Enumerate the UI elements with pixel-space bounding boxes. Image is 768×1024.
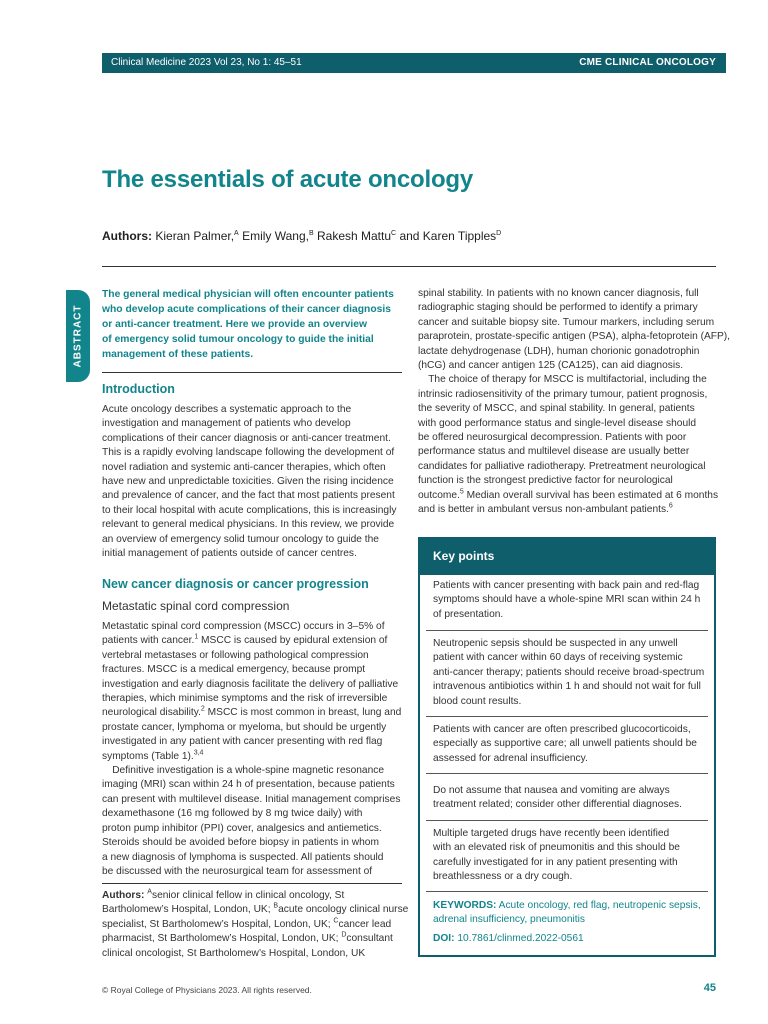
body-line: therapies, which minimise symptoms and the risk of irreversible — [102, 693, 388, 705]
body-line: relevant to general medical physicians. In this review, we provide — [102, 519, 395, 531]
author-name: Kieran Palmer, — [155, 229, 235, 243]
abstract-line: who develop acute complications of their cancer diagnosis — [102, 304, 391, 315]
authors-label: Authors: — [102, 229, 152, 243]
doi — [433, 932, 708, 946]
body-line: and prevalence of cancer, and the fact that most patients present — [102, 490, 395, 502]
author-affiliation-mark: D — [496, 230, 502, 237]
body-line: novel radiation and systemic anti-cancer therapies, which often — [102, 461, 386, 473]
mscc-text — [102, 620, 407, 879]
abstract-tab — [66, 290, 90, 382]
abstract-text — [102, 287, 402, 362]
body-line: patients with cancer.$^1$ MSCC is caused by epidural extension of — [102, 634, 388, 647]
body-line: imaging (MRI) scan within 24 h of presentation, because patients — [102, 779, 395, 791]
body-line: dexamethasone (16 mg followed by 8 mg twice daily) with — [102, 808, 363, 820]
body-line: cancer and suitable biopsy site. Tumour markers, including serum — [418, 316, 715, 328]
title-divider — [102, 266, 716, 267]
introduction-text — [102, 403, 407, 561]
affiliation-line: specialist, St Bartholomew’s Hospital, London, UK; $^C$cancer lead — [102, 917, 392, 930]
body-line: Metastatic spinal cord compression (MSCC) occurs in 3–5% of — [102, 621, 385, 632]
body-line: outcome.$^5$ Median overall survival has been estimated at 6 months — [418, 488, 719, 501]
body-line: Steroids should be avoided before biopsy in patients in whom — [102, 837, 379, 849]
body-line: The choice of therapy for MSCC is multifactorial, including the — [418, 374, 707, 386]
author-name: Rakesh Mattu — [316, 229, 392, 243]
body-line: be offered neurosurgical decompression. Patients with poor — [418, 432, 687, 444]
key-points-heading: Key points — [433, 549, 495, 563]
body-line: complications of their cancer diagnosis or anti-cancer treatment. — [102, 432, 391, 444]
author-line — [102, 229, 501, 243]
key-point-item: Do not assume that nausea and vomiting are always treatment related; consider other differential diagnoses. — [433, 785, 682, 811]
affiliation-line: Bartholomew’s Hospital, London, UK; $^B$acute oncology clinical nurse — [102, 903, 409, 916]
section-label: CME CLINICAL ONCOLOGY — [579, 57, 716, 68]
key-point-item: Neutropenic sepsis should be suspected in any unwell patient with cancer within 60 days of receiving systemic anti-cancer therapy; patients should receive broad-spectrum intravenous antibiotics within 1 h and should not wait for full blood count results. — [433, 638, 705, 707]
body-line: fractures. MSCC is a medical emergency, because prompt — [102, 664, 366, 676]
body-line: radiographic staging should be performed to identify a primary — [418, 302, 698, 314]
body-line: to their local hospital with acute complications, this is increasingly — [102, 504, 397, 516]
body-line: spinal stability. In patients with no known cancer diagnosis, full — [418, 288, 699, 299]
copyright: © Royal College of Physicians 2023. All rights reserved. — [102, 985, 312, 995]
abstract-line: of emergency solid tumour oncology to guide the initial — [102, 334, 374, 345]
body-line: This is a rapidly evolving landscape following the development of — [102, 447, 395, 459]
abstract-divider — [102, 372, 402, 373]
new-diagnosis-heading: New cancer diagnosis or cancer progression — [102, 577, 369, 591]
body-line: lactate dehydrogenase (LDH), human chorionic gonadotrophin — [418, 345, 700, 357]
body-line: investigation and management of patients who develop — [102, 418, 351, 430]
author-affiliation-mark: B — [308, 230, 314, 237]
body-line: Definitive investigation is a whole-spine magnetic resonance — [102, 765, 385, 777]
citation-mark: 5 — [459, 488, 464, 496]
affiliations-divider — [102, 883, 402, 884]
body-line: have new and unpredictable toxicities. Given the rising incidence — [102, 476, 394, 488]
key-point-divider — [426, 820, 708, 821]
journal-header-bar — [102, 53, 726, 73]
key-point-divider — [426, 891, 708, 892]
author-name: Emily Wang, — [242, 229, 309, 243]
key-point-divider — [426, 773, 708, 774]
affiliation-line: pharmacist, St Bartholomew’s Hospital, London, UK; $^D$consultant — [102, 931, 393, 945]
citation-mark: 1 — [194, 634, 199, 642]
keywords: KEYWORDS: Acute oncology, red flag, neutropenic sepsis, adrenal insufficiency, pneumonitis — [433, 900, 701, 926]
page-number: 45 — [703, 982, 716, 994]
author-affiliation-mark: C — [391, 230, 397, 237]
author-affiliation-mark: A — [234, 230, 239, 237]
abstract-line: The general medical physician will often encounter patients — [102, 289, 394, 300]
abstract-line: management of these patients. — [102, 349, 254, 360]
key-point-item: Multiple targeted drugs have recently been identified with an elevated risk of pneumonitis and this should be carefully investigated for in any patient presenting with breathlessness or a dry cough. — [433, 828, 680, 883]
body-line: an overview of emergency solid tumour oncology to guide the — [102, 533, 379, 545]
doi-value: 10.7861/clinmed.2022-0561 — [457, 933, 584, 944]
citation-mark: 6 — [668, 502, 673, 510]
body-line: vertebral metastases or following pathological compression — [102, 649, 369, 661]
body-line: and is better in ambulant versus non-ambulant patients.$^6$ — [418, 502, 673, 516]
right-column-text — [418, 287, 731, 518]
key-points-header — [418, 537, 716, 575]
body-line: paraprotein, prostate-specific antigen (PSA), alpha-fetoprotein (AFP), — [418, 331, 731, 343]
body-line: function is the strongest predictive factor for neurological — [418, 475, 673, 487]
affiliation-line: Authors: $^A$senior clinical fellow in clinical oncology, St — [102, 888, 345, 901]
author-affiliations — [102, 889, 407, 961]
citation-mark: 2 — [200, 706, 205, 714]
doi-label: DOI: — [433, 933, 455, 944]
affiliation-line: clinical oncologist, St Bartholomew’s Hospital, London, UK — [102, 947, 366, 959]
keywords-label: KEYWORDS: — [433, 900, 497, 911]
citation-mark: 3,4 — [193, 749, 204, 757]
body-line: investigated in any patient with cancer presenting with red flag — [102, 736, 383, 748]
body-line: intrinsic radiosensitivity of the primary tumour, patient prognosis, — [418, 388, 708, 400]
article-title: The essentials of acute oncology — [102, 166, 474, 193]
body-line: Acute oncology describes a systematic approach to the — [102, 404, 352, 415]
mscc-subheading: Metastatic spinal cord compression — [102, 599, 290, 613]
key-point-item: Patients with cancer presenting with back pain and red-flag symptoms should have a whole-spine MRI scan within 24 h of presentation. — [433, 580, 701, 620]
body-line: a new diagnosis of lymphoma is suspected. All patients should — [102, 851, 384, 863]
body-line: proton pump inhibitor (PPI) cover, analgesics and antiemetics. — [102, 822, 382, 834]
abstract-line: or anti-cancer treatment. Here we provide an overview — [102, 319, 367, 330]
body-line: with good performance status and single-level disease should — [418, 417, 697, 429]
body-line: symptoms (Table 1).$^{3,4}$ — [102, 749, 204, 762]
body-line: performance status and multilevel disease are usually better — [418, 446, 690, 458]
journal-reference: Clinical Medicine 2023 Vol 23, No 1: 45–51 — [111, 57, 302, 68]
author-name: and Karen Tipples — [399, 229, 497, 243]
body-line: prostate cancer, lymphoma or myeloma, but should be urgently — [102, 721, 387, 733]
body-line: can present with multilevel disease. Initial management comprises — [102, 793, 401, 805]
key-point-divider — [426, 716, 708, 717]
key-point-divider — [426, 630, 708, 631]
abstract-tab-label: ABSTRACT — [72, 304, 84, 368]
body-line: be discussed with the neurosurgical team for assessment of — [102, 865, 373, 877]
body-line: investigation and early diagnosis facilitate the delivery of palliative — [102, 678, 399, 690]
introduction-heading: Introduction — [102, 382, 175, 396]
key-point-item: Patients with cancer are often prescribed glucocorticoids, especially as supportive care; all unwell patients should be assessed for adrenal insufficiency. — [433, 724, 697, 764]
body-line: candidates for palliative radiotherapy. Pretreatment neurological — [418, 460, 706, 472]
body-line: the severity of MSCC, and spinal stability. In general, patients — [418, 403, 695, 415]
body-line: neurological disability.$^2$ MSCC is most common in breast, lung and — [102, 706, 402, 719]
body-line: (hCG) and cancer antigen 125 (CA125), can aid diagnosis. — [418, 360, 684, 372]
body-line: initial management of patients outside of cancer centres. — [102, 548, 357, 560]
